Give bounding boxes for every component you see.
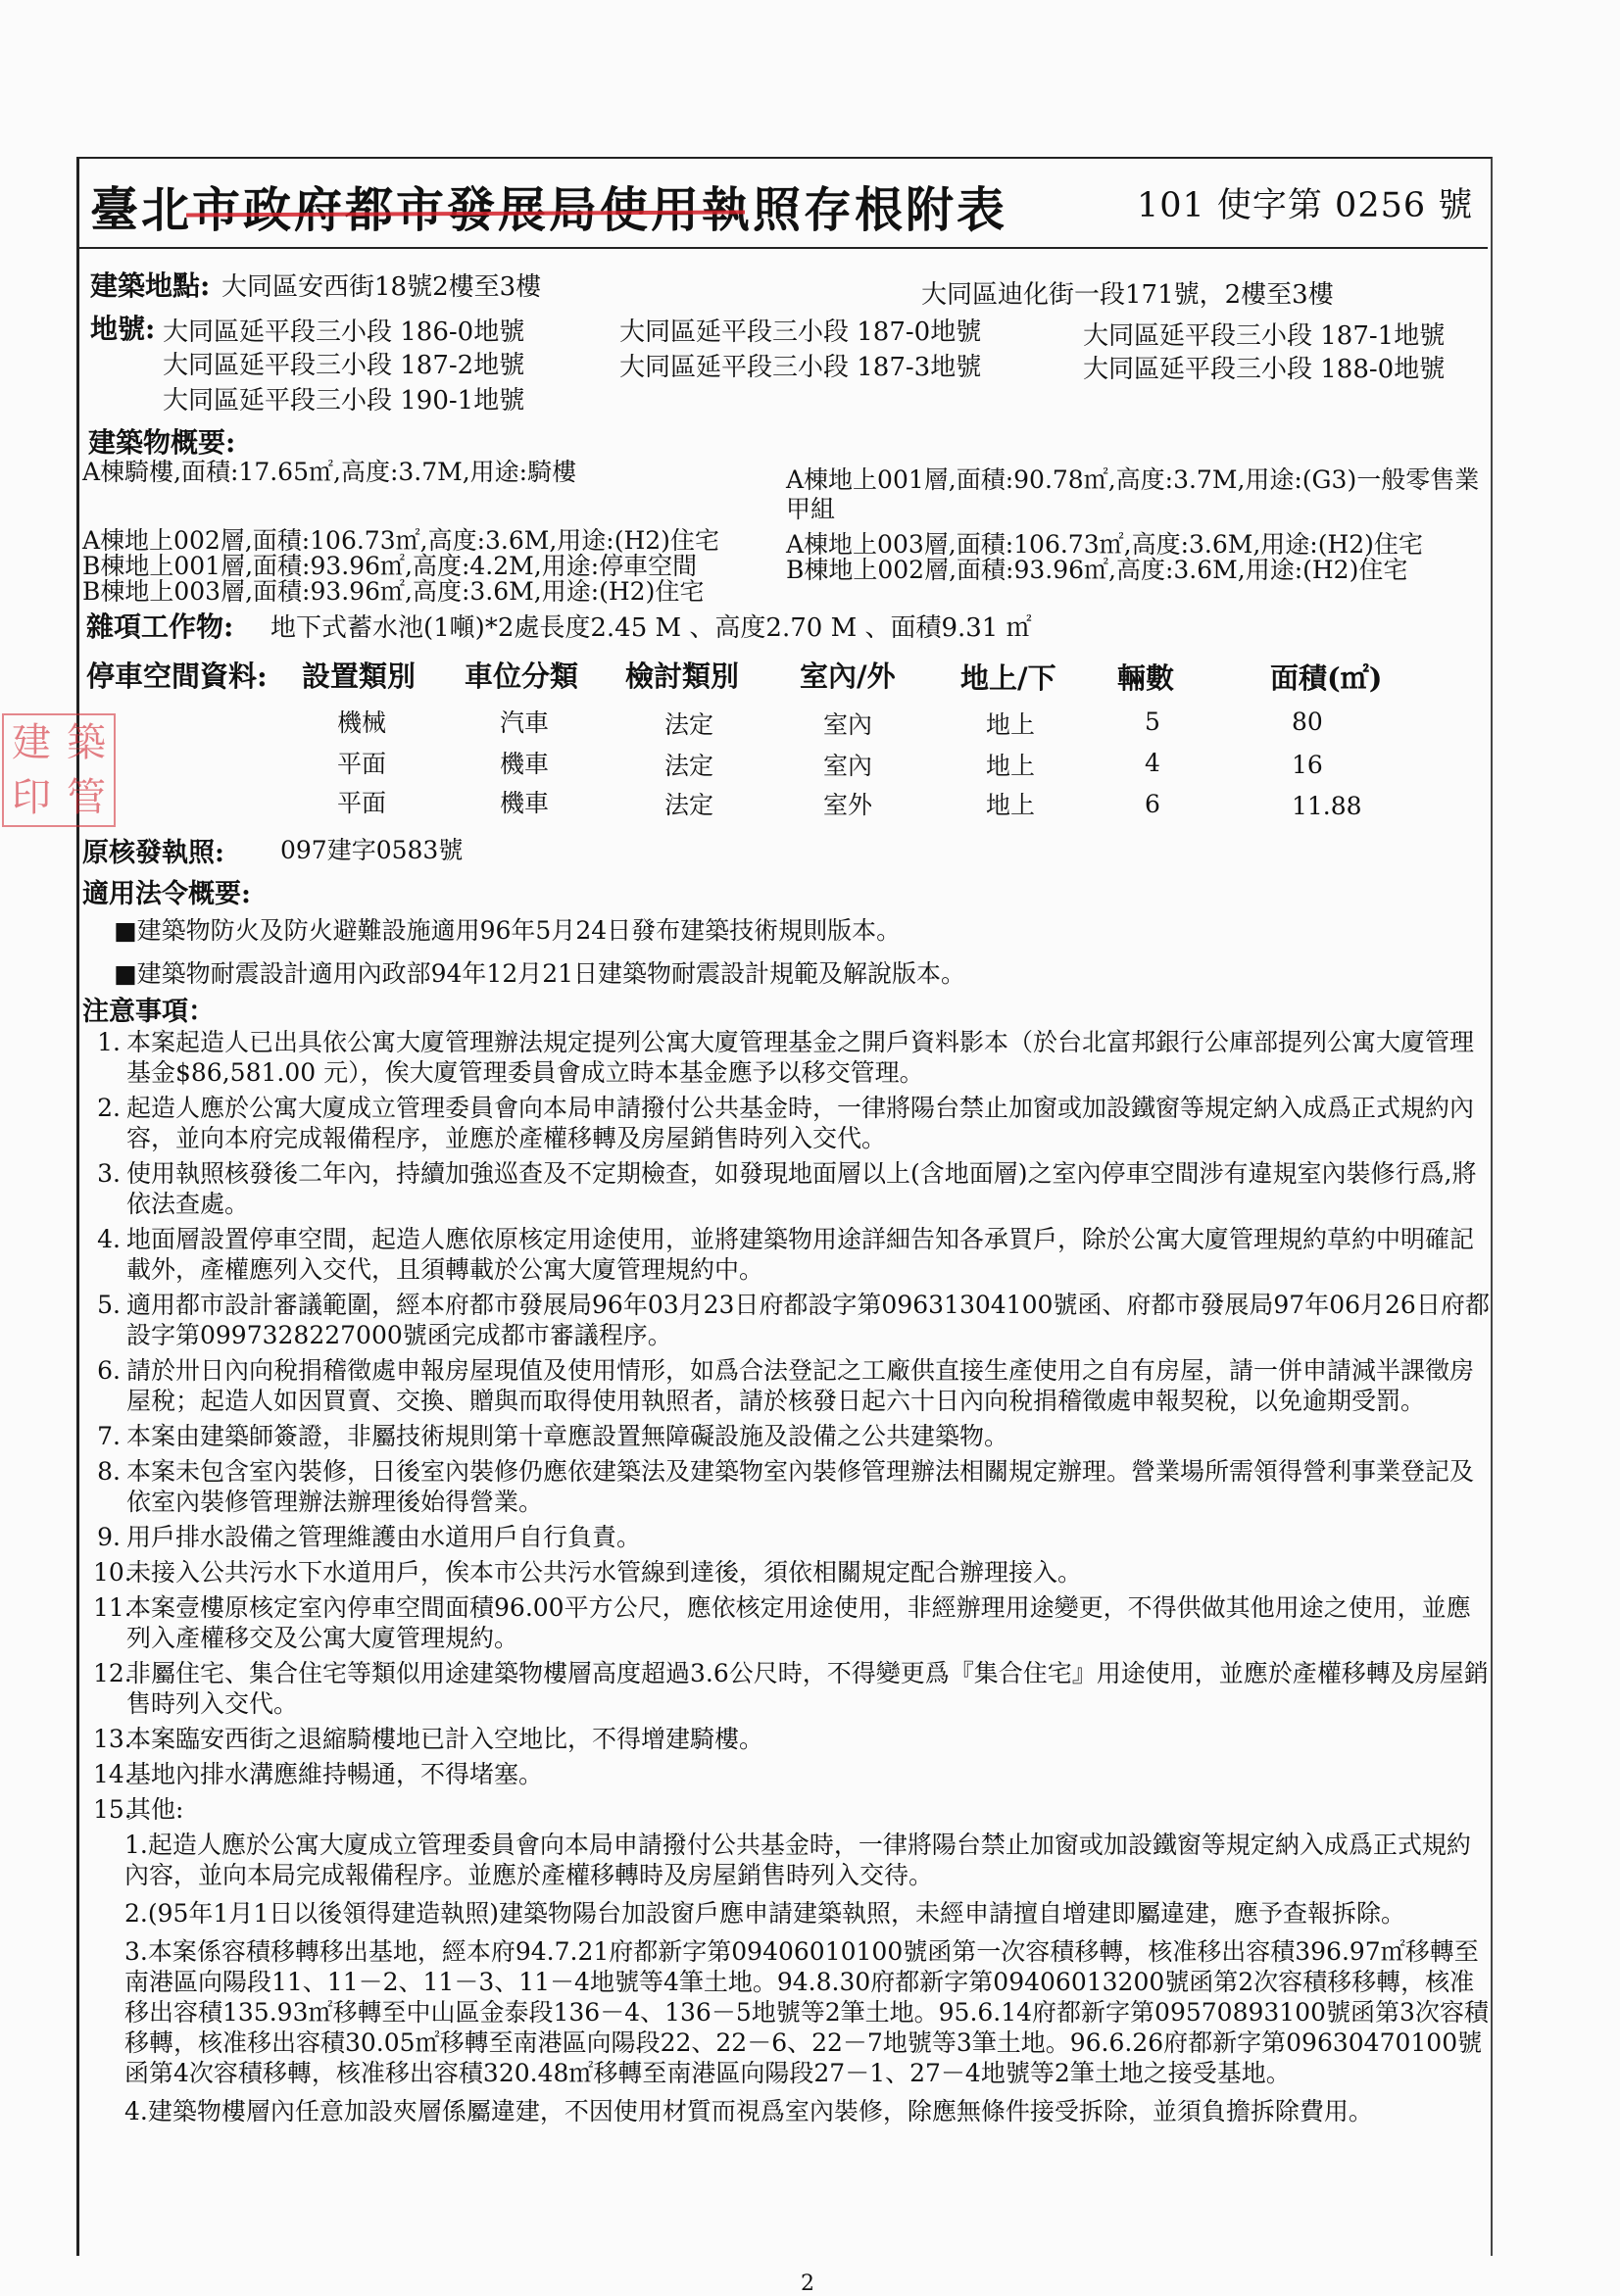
building-item: A棟騎樓,面積:17.65㎡,高度:3.7M,用途:騎樓 (82, 458, 577, 486)
note-item: 14. 基地內排水溝應維持暢通，不得堵塞。 (93, 1760, 544, 1788)
parking-cell: 80 (1292, 708, 1323, 736)
building-item: A棟地上003層,面積:106.73㎡,高度:3.6M,用途:(H2)住宅 (786, 530, 1423, 559)
note-item: 15. 其他: (93, 1795, 184, 1824)
note-item: 1. 本案起造人已出具依公寓大廈管理辦法規定提列公寓大廈管理基金之開戶資料影本（於台北富邦銀行公庫部提列公寓大廈管理基金$86,581.00 元），俟大廈管理委員會成立時本基金應予以移交管理。 (97, 1028, 1475, 1087)
law-label: 適用法令概要: (82, 879, 251, 909)
parking-header: 車位分類 (465, 659, 579, 693)
lot-item: 大同區延平段三小段 187-0地號 (619, 318, 982, 347)
official-seal (2, 713, 116, 827)
parking-cell: 4 (1145, 749, 1160, 777)
page-number: 2 (801, 2272, 814, 2296)
parking-cell: 平面 (337, 789, 387, 817)
parking-cell: 16 (1292, 751, 1323, 779)
site-label: 建築地點: (90, 269, 211, 302)
building-item: 甲組 (786, 495, 836, 523)
parking-header: 檢討類別 (625, 659, 740, 693)
misc-label: 雜項工作物: (86, 611, 234, 643)
parking-header: 室內/外 (800, 659, 896, 693)
seal-char: 建 (12, 720, 51, 765)
seal-char: 印 (12, 775, 51, 820)
parking-header: 設置類別 (302, 659, 417, 693)
misc-value: 地下式蓄水池(1噸)*2處長度2.45 M 、高度2.70 M 、面積9.31 ㎡ (270, 613, 1032, 643)
note-item: 11. 本案壹樓原核定室內停車空間面積96.00平方公尺，應依核定用途使用，非經辦理用途變更，不得供做其他用途之使用，並應列入產權移交及公寓大廈管理規約。 (93, 1593, 1471, 1652)
parking-cell: 機車 (500, 750, 550, 778)
lot-item: 大同區延平段三小段 190-1地號 (163, 386, 525, 415)
parking-header: 地上/下 (960, 661, 1056, 695)
site-address-2: 大同區迪化街一段171號，2樓至3樓 (921, 280, 1334, 310)
other-notes (124, 1830, 1495, 2126)
seal-char: 築 (67, 720, 106, 765)
original-permit-label: 原核發執照: (82, 838, 224, 868)
notes-list (93, 1027, 1495, 2134)
building-label: 建築物概要: (88, 426, 236, 459)
lot-label: 地號: (90, 313, 156, 345)
parking-cell: 法定 (664, 710, 714, 739)
note-item: 2. 起造人應於公寓大廈成立管理委員會向本局申請撥付公共基金時，一律將陽台禁止加窗或加設鐵窗等規定納入成爲正式規約內容，並向本府完成報備程序，並應於產權移轉及房屋銷售時列入交代。 (97, 1094, 1475, 1152)
note-item: 4. 地面層設置停車空間，起造人應依原核定用途使用，並將建築物用途詳細告知各承買戶，除於公寓大廈管理規約草約中明確記載外，產權應列入交代，且須轉載於公寓大廈管理規約中。 (97, 1225, 1475, 1284)
other-note-item: 1.起造人應於公寓大廈成立管理委員會向本局申請撥付公共基金時，一律將陽台禁止加窗或加設鐵窗等規定納入成爲正式規約內容，並向本局完成報備程序。並應於產權移轉時及房屋銷售時列入交待。 (124, 1831, 1471, 1889)
document-title: 臺北市政府都市發展局使用執照存根附表 (90, 181, 1008, 238)
note-item: 12. 非屬住宅、集合住宅等類似用途建築物樓層高度超過3.6公尺時，不得變更爲『集合住宅』用途使用，並應於產權移轉及房屋銷售時列入交代。 (93, 1659, 1489, 1718)
parking-cell: 平面 (337, 750, 387, 778)
other-note-item: 4.建築物樓層內任意加設夾層係屬違建，不因使用材質而視爲室內裝修，除應無條件接受拆除，並須負擔拆除費用。 (124, 2097, 1373, 2125)
parking-cell: 6 (1145, 790, 1160, 818)
note-item: 7. 本案由建築師簽證，非屬技術規則第十章應設置無障礙設施及設備之公共建築物。 (97, 1422, 1009, 1450)
parking-cell: 室內 (823, 710, 873, 739)
parking-cell: 地上 (986, 752, 1036, 780)
original-permit-value: 097建字0583號 (280, 836, 464, 864)
building-item: A棟地上001層,面積:90.78㎡,高度:3.7M,用途:(G3)一般零售業 (786, 465, 1480, 494)
building-item: B棟地上003層,面積:93.96㎡,高度:3.6M,用途:(H2)住宅 (82, 577, 705, 606)
seal-char: 管 (67, 775, 106, 820)
parking-cell: 機車 (500, 789, 550, 817)
parking-header: 面積(㎡) (1270, 661, 1383, 695)
building-item: A棟地上002層,面積:106.73㎡,高度:3.6M,用途:(H2)住宅 (82, 526, 719, 555)
parking-cell: 法定 (664, 791, 714, 819)
title-divider (78, 247, 1488, 249)
parking-cell: 汽車 (500, 708, 550, 737)
lot-item: 大同區延平段三小段 187-3地號 (619, 353, 982, 382)
site-address-1: 大同區安西街18號2樓至3樓 (221, 272, 542, 302)
note-item: 6. 請於卅日內向稅捐稽徵處申報房屋現值及使用情形，如爲合法登記之工廠供直接生產使用之自有房屋，請一併申請減半課徵房屋稅；起造人如因買賣、交換、贈與而取得使用執照者，請於核發日起六十日內向稅捐稽徵處申報契稅，以免逾期受罰。 (97, 1356, 1475, 1415)
other-note-item: 3.本案係容積移轉移出基地，經本府94.7.21府都新字第09406010100號函第一次容積移轉，核准移出容積396.97㎡移轉至南港區向陽段11、11－2、11－3、11－4地號等4筆土地。94.8.30府都新字第09406013200號函第2次容積移移轉，核准移出容積135.93㎡移轉至中山區金泰段136－4、136－5地號等2筆土地。95.6.14府都新字第09570893100號函第3次容積移轉，核准移出容積30.05㎡移轉至南港區向陽段22、22－6、22－7地號等3筆土地。96.6.26府都新字第09630470100號函第4次容積移轉，核准移出容積320.48㎡移轉至南港區向陽段27－1、27－4地號等2筆土地之接受基地。 (124, 1937, 1489, 2087)
note-item: 10. 未接入公共污水下水道用戶，俟本市公共污水管線到達後，須依相關規定配合辦理接入。 (93, 1558, 1083, 1587)
parking-cell: 5 (1145, 708, 1160, 736)
parking-cell: 地上 (986, 791, 1036, 819)
parking-cell: 機械 (337, 708, 387, 737)
building-item: B棟地上001層,面積:93.96㎡,高度:4.2M,用途:停車空間 (82, 552, 698, 580)
parking-cell: 11.88 (1292, 792, 1362, 820)
note-item: 8. 本案未包含室內裝修，日後室內裝修仍應依建築法及建築物室內裝修管理辦法相關規定辦理。營業場所需領得營利事業登記及依室內裝修管理辦法辦理後始得營業。 (97, 1457, 1475, 1516)
notes-label: 注意事項： (82, 997, 215, 1027)
note-item: 13. 本案臨安西街之退縮騎樓地已計入空地比，不得增建騎樓。 (93, 1725, 764, 1753)
note-item: 3. 使用執照核發後二年內，持續加強巡查及不定期檢查，如發現地面層以上(含地面層)之室內停車空間涉有違規室內裝修行爲,將依法查處。 (97, 1159, 1477, 1218)
lot-item: 大同區延平段三小段 188-0地號 (1083, 355, 1446, 384)
note-item: 9. 用戶排水設備之管理維護由水道用戶自行負責。 (97, 1523, 642, 1551)
note-item: 5. 適用都市設計審議範圍，經本府都市發展局96年03月23日府都設字第09631304100號函、府都市發展局97年06月26日府都設字第0997328227000號函完成都市審議程序。 (97, 1291, 1490, 1349)
building-item: B棟地上002層,面積:93.96㎡,高度:3.6M,用途:(H2)住宅 (786, 556, 1408, 584)
parking-cell: 室內 (823, 752, 873, 780)
lot-item: 大同區延平段三小段 187-1地號 (1083, 321, 1446, 351)
permit-number: 101 使字第 0256 號 (1137, 186, 1474, 225)
law-item: ■建築物耐震設計適用內政部94年12月21日建築物耐震設計規範及解說版本。 (114, 959, 966, 988)
law-item: ■建築物防火及防火避難設施適用96年5月24日發布建築技術規則版本。 (114, 916, 902, 945)
parking-cell: 室外 (823, 791, 873, 819)
lot-item: 大同區延平段三小段 186-0地號 (163, 318, 525, 347)
lot-item: 大同區延平段三小段 187-2地號 (163, 351, 525, 380)
parking-header: 輛數 (1117, 661, 1175, 695)
parking-label: 停車空間資料: (86, 659, 268, 693)
parking-cell: 法定 (664, 752, 714, 780)
other-note-item: 2.(95年1月1日以後領得建造執照)建築物陽台加設窗戶應申請建築執照，未經申請擅自增建即屬違建，應予查報拆除。 (124, 1899, 1405, 1928)
parking-cell: 地上 (986, 710, 1036, 739)
